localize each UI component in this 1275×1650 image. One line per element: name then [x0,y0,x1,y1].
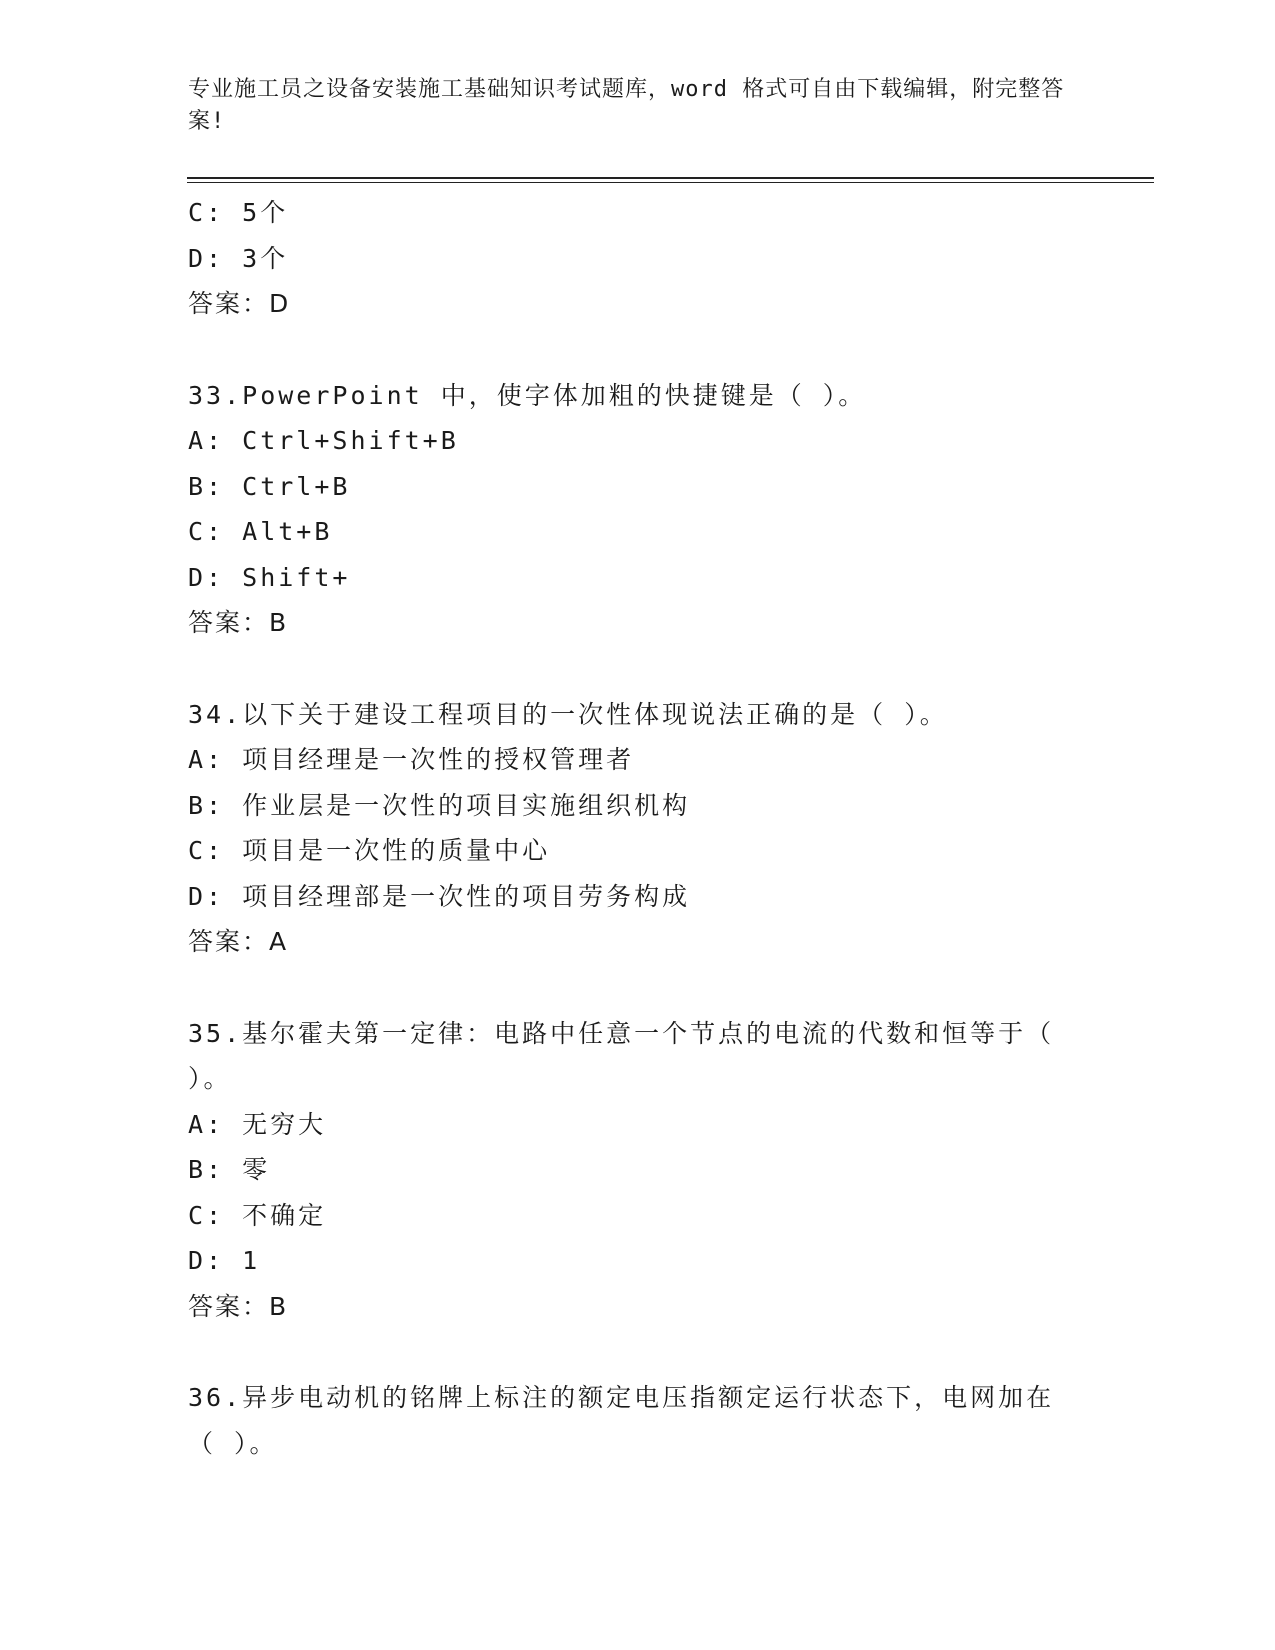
question-stem-line-1: 35.基尔霍夫第一定律：电路中任意一个节点的电流的代数和恒等于（ [188,1018,1055,1048]
option-d: D: 3个 [188,243,289,273]
question-stem: 33.PowerPoint 中，使字体加粗的快捷键是（ ）。 [188,380,867,410]
question-stem: 34.以下关于建设工程项目的一次性体现说法正确的是（ ）。 [188,699,948,729]
option-b: B: Ctrl+B [188,471,351,501]
question-block-33 [188,373,1088,646]
answer-line: 答案：B [188,608,289,637]
document-title: 专业施工员之设备安装施工基础知识考试题库，word 格式可自由下载编辑，附完整答案! [188,77,1065,134]
answer-line: 答案：A [188,927,289,956]
question-block-34 [188,692,1088,965]
header-rule-thin [187,182,1154,183]
option-d: D: 项目经理部是一次性的项目劳务构成 [188,881,691,911]
option-d: D: 1 [188,1246,261,1275]
option-b: B: 零 [188,1155,271,1184]
option-b: B: 作业层是一次性的项目实施组织机构 [188,790,691,820]
document-header [188,74,1088,138]
option-c: C: 项目是一次性的质量中心 [188,836,551,865]
question-stem-line-2: ）。 [188,1064,232,1093]
option-a: A: 无穷大 [188,1109,327,1139]
question-block-35 [188,1011,1088,1330]
header-rule-thick [187,177,1154,179]
question-stem-line-2: （ ）。 [188,1428,278,1458]
option-c: C: 5个 [188,198,289,227]
answer-line: 答案：B [188,1291,289,1321]
option-a: A: 项目经理是一次性的授权管理者 [188,745,635,774]
question-stem-line-1: 36.异步电动机的铭牌上标注的额定电压指额定运行状态下，电网加在 [188,1383,1055,1412]
answer-line: 答案：D [188,289,291,318]
option-d: D: Shift+ [188,562,351,592]
question-block-32-tail [188,190,1088,327]
option-a: A: Ctrl+Shift+B [188,426,459,455]
option-c: C: 不确定 [188,1200,327,1230]
question-block-36 [188,1375,1088,1466]
option-c: C: Alt+B [188,517,333,546]
question-list [188,190,1088,1466]
